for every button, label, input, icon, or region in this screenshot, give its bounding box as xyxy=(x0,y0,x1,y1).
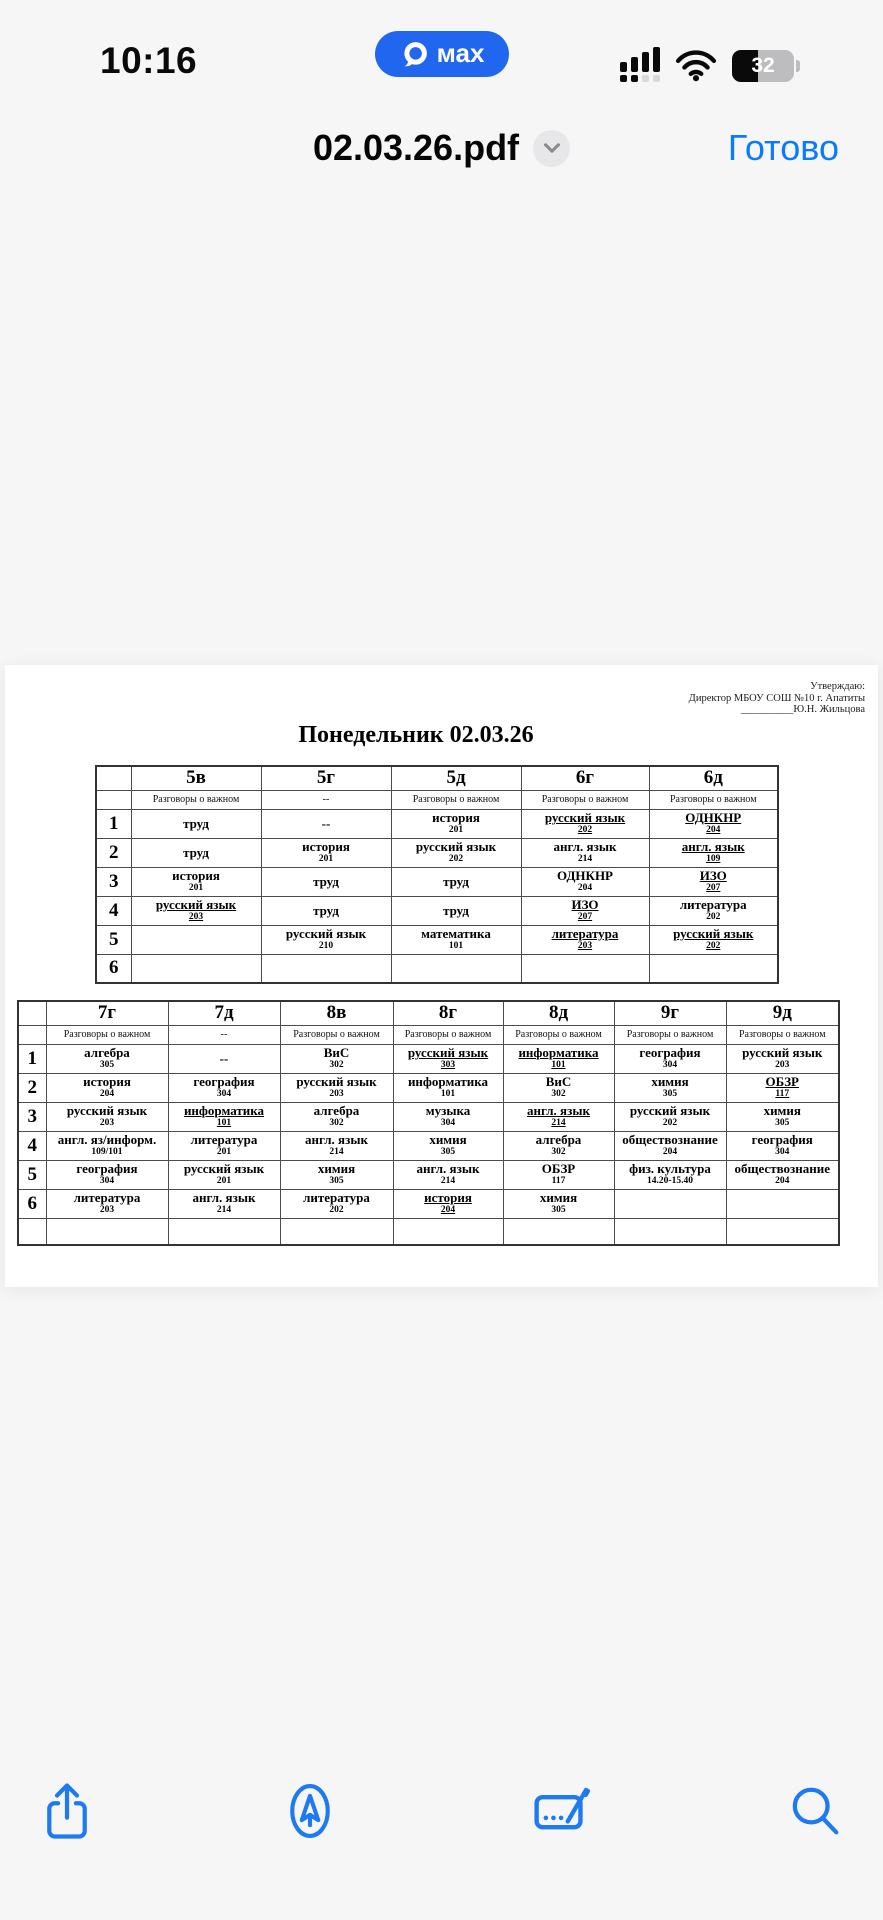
approval-line: __________Ю.Н. Жильцова xyxy=(740,704,865,715)
lesson-cell xyxy=(280,1102,393,1131)
lesson-number: 5 xyxy=(96,925,131,954)
subject-label: труд xyxy=(443,902,469,918)
subject-label: русский язык xyxy=(544,810,626,826)
lesson-cell xyxy=(521,896,649,925)
subject-label: история xyxy=(424,1190,472,1206)
lesson-cell xyxy=(503,1189,614,1218)
room-label: 302 xyxy=(329,1060,344,1071)
lesson-number: 3 xyxy=(96,867,131,896)
lesson-cell xyxy=(46,1073,168,1102)
subject-label: русский язык xyxy=(183,1161,265,1177)
lesson-cell xyxy=(168,1044,280,1073)
lesson-cell xyxy=(261,925,391,954)
subject-label: англ. язык xyxy=(192,1190,256,1206)
room-label: 203 xyxy=(99,1118,115,1129)
battery-icon xyxy=(732,50,794,82)
lesson-cell xyxy=(391,896,521,925)
room-label: 305 xyxy=(662,1089,678,1100)
subject-label: литература xyxy=(73,1190,141,1206)
lesson-cell xyxy=(503,1073,614,1102)
rov-cell: -- xyxy=(168,1025,280,1044)
lesson-cell xyxy=(168,1160,280,1189)
rov-row xyxy=(96,790,778,809)
class-header: 7г xyxy=(46,1001,168,1025)
schedule-table-grades-5-6 xyxy=(95,765,777,984)
corner-cell xyxy=(96,766,131,790)
bottom-toolbar xyxy=(0,1755,883,1920)
room-label: 204 xyxy=(99,1089,115,1100)
class-header: 7д xyxy=(168,1001,280,1025)
subject-label: ОДНКНР xyxy=(557,868,613,884)
room-label: 304 xyxy=(440,1118,456,1129)
share-icon xyxy=(40,1780,94,1842)
lesson-row xyxy=(96,954,778,983)
lesson-cell xyxy=(391,838,521,867)
subject-label: -- xyxy=(219,1050,229,1066)
room-label: 210 xyxy=(318,941,334,952)
subject-label: обществознание xyxy=(734,1161,830,1177)
class-header: 6д xyxy=(649,766,778,790)
subject-label: ВиС xyxy=(545,1074,572,1090)
approval-line: Директор МБОУ СОШ №10 г. Апатиты xyxy=(688,692,865,704)
subject-label: география xyxy=(76,1161,138,1177)
subject-label: русский язык xyxy=(415,839,497,855)
lesson-cell xyxy=(649,838,778,867)
room-label: 101 xyxy=(440,1089,456,1100)
rov-cell: Разговоры о важном xyxy=(649,790,778,809)
lesson-cell xyxy=(393,1073,503,1102)
lesson-cell xyxy=(131,838,261,867)
room-label: 202 xyxy=(706,912,721,923)
approval-block xyxy=(689,681,865,716)
rov-cell: Разговоры о важном xyxy=(503,1025,614,1044)
room-label: 214 xyxy=(551,1118,566,1129)
class-header: 6г xyxy=(521,766,649,790)
room-label: 202 xyxy=(448,854,464,865)
rov-cell: Разговоры о важном xyxy=(280,1025,393,1044)
subject-label: русский язык xyxy=(742,1045,823,1061)
subject-label: ВиС xyxy=(323,1045,350,1061)
class-header: 8д xyxy=(503,1001,614,1025)
room-label: 203 xyxy=(577,941,593,952)
empty-cell xyxy=(393,1218,503,1245)
lesson-number: 2 xyxy=(18,1073,46,1102)
empty-cell xyxy=(503,1218,614,1245)
lesson-cell xyxy=(649,896,778,925)
subject-label: история xyxy=(302,839,350,855)
subject-label: ОДНКНР xyxy=(685,810,742,826)
class-header: 9г xyxy=(614,1001,726,1025)
lesson-cell xyxy=(726,1189,839,1218)
empty-cell xyxy=(280,1218,393,1245)
rov-cell: Разговоры о важном xyxy=(391,790,521,809)
lesson-number: 6 xyxy=(96,954,131,983)
battery-percent: 32 xyxy=(751,54,775,77)
subject-label: математика xyxy=(421,926,491,942)
subject-label: труд xyxy=(313,902,339,918)
lesson-cell xyxy=(393,1044,503,1073)
subject-label: информатика xyxy=(183,1103,265,1119)
subject-label: англ. язык xyxy=(527,1103,590,1119)
lesson-cell xyxy=(280,1044,393,1073)
lesson-cell xyxy=(503,1131,614,1160)
lesson-row xyxy=(96,925,778,954)
lesson-cell xyxy=(521,867,649,896)
room-label: 101 xyxy=(216,1118,232,1129)
subject-label: информатика xyxy=(518,1045,599,1061)
lesson-cell xyxy=(391,925,521,954)
room-label: 202 xyxy=(662,1118,678,1129)
room-label: 303 xyxy=(440,1060,456,1071)
room-label: 302 xyxy=(551,1147,566,1158)
lesson-number: 1 xyxy=(18,1044,46,1073)
schedule-title: Понедельник 02.03.26 xyxy=(298,722,534,748)
room-label: 201 xyxy=(216,1176,232,1187)
subject-label: обществознание xyxy=(622,1132,718,1148)
room-label: 202 xyxy=(706,941,721,952)
room-label: 117 xyxy=(551,1176,566,1187)
subject-label: русский язык xyxy=(296,1074,377,1090)
subject-label: англ. язык xyxy=(305,1132,368,1148)
room-label: 109/101 xyxy=(91,1147,123,1158)
subject-label: алгебра xyxy=(313,1103,360,1119)
empty-cell xyxy=(46,1218,168,1245)
lesson-cell xyxy=(649,809,778,838)
lesson-row xyxy=(96,838,778,867)
lesson-number: 4 xyxy=(18,1131,46,1160)
lesson-cell xyxy=(280,1189,393,1218)
subject-label: история xyxy=(83,1074,131,1090)
subject-label: русский язык xyxy=(407,1045,489,1061)
subject-label: литература xyxy=(190,1132,258,1148)
lesson-cell xyxy=(131,809,261,838)
lesson-number: 2 xyxy=(96,838,131,867)
lesson-cell xyxy=(503,1102,614,1131)
lesson-cell xyxy=(393,1131,503,1160)
lesson-cell xyxy=(521,838,649,867)
room-label: 204 xyxy=(440,1205,456,1216)
room-label: 203 xyxy=(329,1089,344,1100)
corner-cell xyxy=(18,1001,46,1025)
subject-label: англ. язык xyxy=(416,1161,480,1177)
subject-label: химия xyxy=(539,1190,578,1206)
subject-label: литература xyxy=(551,926,619,942)
lesson-cell xyxy=(168,1131,280,1160)
rov-cell: Разговоры о важном xyxy=(521,790,649,809)
subject-label: русский язык xyxy=(285,926,367,942)
room-label: 203 xyxy=(775,1060,790,1071)
lesson-cell xyxy=(261,838,391,867)
lesson-cell xyxy=(261,954,391,983)
room-label: 305 xyxy=(775,1118,790,1129)
class-header: 8в xyxy=(280,1001,393,1025)
markup-button[interactable] xyxy=(278,1779,342,1843)
class-header-row xyxy=(96,766,778,790)
class-header-row xyxy=(18,1001,839,1025)
rov-cell: Разговоры о важном xyxy=(393,1025,503,1044)
approval-line: Утверждаю: xyxy=(810,681,865,692)
lesson-number: 1 xyxy=(96,809,131,838)
room-label: 201 xyxy=(448,825,464,836)
lesson-cell xyxy=(614,1102,726,1131)
room-label: 214 xyxy=(216,1205,232,1216)
subject-label: -- xyxy=(321,815,331,831)
subject-label: химия xyxy=(763,1103,801,1119)
pdf-file-title: 02.03.26.pdf xyxy=(312,127,520,168)
subject-label: англ. язык xyxy=(681,839,745,855)
lesson-cell xyxy=(614,1044,726,1073)
empty-cell xyxy=(18,1218,46,1245)
subject-label: ОБЗР xyxy=(541,1161,576,1177)
lesson-row xyxy=(96,896,778,925)
room-label: 201 xyxy=(318,854,334,865)
lesson-cell xyxy=(503,1160,614,1189)
room-label: 101 xyxy=(551,1060,566,1071)
lesson-row xyxy=(18,1102,839,1131)
room-label: 101 xyxy=(448,941,464,952)
subject-label: труд xyxy=(443,873,469,889)
lesson-cell xyxy=(46,1160,168,1189)
room-label: 202 xyxy=(577,825,593,836)
rov-cell: Разговоры о важном xyxy=(726,1025,839,1044)
rov-row xyxy=(18,1025,839,1044)
room-label: 203 xyxy=(99,1205,115,1216)
room-label: 214 xyxy=(577,854,593,865)
lesson-cell xyxy=(46,1102,168,1131)
subject-label: музыка xyxy=(425,1103,471,1119)
max-pill-label: мах xyxy=(436,38,485,68)
room-label: 304 xyxy=(662,1060,678,1071)
subject-label: химия xyxy=(651,1074,689,1090)
room-label: 204 xyxy=(662,1147,678,1158)
empty-cell xyxy=(168,1218,280,1245)
lesson-cell xyxy=(391,954,521,983)
lesson-cell xyxy=(614,1131,726,1160)
lesson-cell xyxy=(521,954,649,983)
rov-cell: Разговоры о важном xyxy=(46,1025,168,1044)
rov-cell xyxy=(96,790,131,809)
search-icon xyxy=(788,1783,842,1839)
room-label: 302 xyxy=(329,1118,344,1129)
subject-label: ИЗО xyxy=(699,868,727,884)
room-label: 14.20-15.40 xyxy=(647,1176,693,1187)
subject-label: химия xyxy=(317,1161,356,1177)
lesson-cell xyxy=(46,1189,168,1218)
title-menu-button[interactable] xyxy=(533,130,570,167)
subject-label: ИЗО xyxy=(571,897,599,913)
lesson-cell xyxy=(393,1189,503,1218)
subject-label: алгебра xyxy=(535,1132,582,1148)
nav-bar xyxy=(0,118,883,178)
room-label: 305 xyxy=(329,1176,344,1187)
lesson-cell xyxy=(503,1044,614,1073)
cellular-signal-icon xyxy=(620,47,660,82)
share-button[interactable] xyxy=(35,1779,99,1843)
class-header: 5д xyxy=(391,766,521,790)
lesson-cell xyxy=(46,1131,168,1160)
subject-label: алгебра xyxy=(84,1045,130,1061)
lesson-number: 5 xyxy=(18,1160,46,1189)
subject-label: русский язык xyxy=(155,897,237,913)
subject-label: химия xyxy=(429,1132,467,1148)
room-label: 304 xyxy=(216,1089,232,1100)
lesson-cell xyxy=(649,867,778,896)
lesson-number: 3 xyxy=(18,1102,46,1131)
lesson-cell xyxy=(168,1102,280,1131)
lesson-cell xyxy=(393,1102,503,1131)
subject-label: география xyxy=(751,1132,813,1148)
clock-label: 10:16 xyxy=(100,40,198,81)
max-logo-icon xyxy=(400,39,430,69)
lesson-row xyxy=(18,1044,839,1073)
room-label: 204 xyxy=(706,825,721,836)
subject-label: информатика xyxy=(407,1074,489,1090)
room-label: 109 xyxy=(706,854,721,865)
room-label: 203 xyxy=(188,912,204,923)
fill-sign-icon xyxy=(532,1782,592,1840)
lesson-cell xyxy=(391,867,521,896)
room-label: 117 xyxy=(775,1089,790,1100)
lesson-cell xyxy=(46,1044,168,1073)
subject-label: англ. язык xyxy=(553,839,617,855)
wifi-icon xyxy=(674,48,718,82)
empty-cell xyxy=(726,1218,839,1245)
subject-label: география xyxy=(193,1074,255,1090)
lesson-cell xyxy=(168,1073,280,1102)
class-header: 5в xyxy=(131,766,261,790)
subject-label: история xyxy=(432,810,480,826)
rov-cell: Разговоры о важном xyxy=(614,1025,726,1044)
lesson-row xyxy=(18,1189,839,1218)
markup-pen-icon xyxy=(284,1780,336,1842)
class-header: 9д xyxy=(726,1001,839,1025)
room-label: 202 xyxy=(329,1205,344,1216)
lesson-row xyxy=(18,1131,839,1160)
lesson-cell xyxy=(131,954,261,983)
lesson-cell xyxy=(168,1189,280,1218)
room-label: 201 xyxy=(216,1147,232,1158)
lesson-cell xyxy=(131,925,261,954)
lesson-cell xyxy=(726,1160,839,1189)
room-label: 204 xyxy=(577,883,593,894)
rov-cell: Разговоры о важном xyxy=(131,790,261,809)
room-label: 304 xyxy=(99,1176,115,1187)
room-label: 304 xyxy=(775,1147,790,1158)
class-header: 5г xyxy=(261,766,391,790)
room-label: 305 xyxy=(551,1205,566,1216)
fill-sign-button[interactable] xyxy=(530,1779,594,1843)
lesson-cell xyxy=(131,867,261,896)
subject-label: труд xyxy=(183,844,209,860)
lesson-cell xyxy=(131,896,261,925)
lesson-cell xyxy=(280,1131,393,1160)
lesson-cell xyxy=(261,867,391,896)
lesson-cell xyxy=(726,1044,839,1073)
lesson-cell xyxy=(726,1131,839,1160)
lesson-number: 4 xyxy=(96,896,131,925)
room-label: 305 xyxy=(440,1147,456,1158)
max-app-pill[interactable] xyxy=(375,31,509,77)
subject-label: русский язык xyxy=(66,1103,148,1119)
status-bar xyxy=(0,0,883,100)
lesson-row xyxy=(18,1073,839,1102)
chevron-down-icon xyxy=(541,137,563,159)
rov-cell xyxy=(18,1025,46,1044)
empty-row xyxy=(18,1218,839,1245)
search-button[interactable] xyxy=(783,1779,847,1843)
subject-label: ОБЗР xyxy=(765,1074,799,1090)
room-label: 201 xyxy=(188,883,204,894)
lesson-cell xyxy=(726,1073,839,1102)
done-button[interactable]: Готово xyxy=(728,118,839,178)
room-label: 305 xyxy=(99,1060,115,1071)
lesson-cell xyxy=(261,896,391,925)
lesson-cell xyxy=(521,809,649,838)
room-label: 302 xyxy=(551,1089,566,1100)
subject-label: труд xyxy=(183,815,209,831)
lesson-cell xyxy=(614,1073,726,1102)
lesson-cell xyxy=(261,809,391,838)
class-header: 8г xyxy=(393,1001,503,1025)
room-label: 204 xyxy=(775,1176,790,1187)
lesson-cell xyxy=(280,1073,393,1102)
room-label: 214 xyxy=(329,1147,344,1158)
room-label: 207 xyxy=(706,883,721,894)
subject-label: физ. культура xyxy=(629,1161,711,1177)
lesson-cell xyxy=(614,1189,726,1218)
subject-label: русский язык xyxy=(629,1103,711,1119)
pdf-page[interactable] xyxy=(5,665,878,1287)
subject-label: труд xyxy=(313,873,339,889)
lesson-row xyxy=(18,1160,839,1189)
subject-label: англ. яз/информ. xyxy=(57,1132,157,1148)
lesson-number: 6 xyxy=(18,1189,46,1218)
lesson-cell xyxy=(280,1160,393,1189)
empty-cell xyxy=(614,1218,726,1245)
lesson-cell xyxy=(726,1102,839,1131)
rov-cell: -- xyxy=(261,790,391,809)
lesson-cell xyxy=(614,1160,726,1189)
subject-label: литература xyxy=(303,1190,370,1206)
lesson-cell xyxy=(393,1160,503,1189)
subject-label: русский язык xyxy=(673,926,754,942)
lesson-cell xyxy=(649,925,778,954)
subject-label: литература xyxy=(679,897,747,913)
lesson-row xyxy=(96,809,778,838)
lesson-cell xyxy=(391,809,521,838)
room-label: 207 xyxy=(577,912,593,923)
lesson-cell xyxy=(521,925,649,954)
subject-label: география xyxy=(639,1045,701,1061)
schedule-table-grades-7-9 xyxy=(17,1000,838,1246)
subject-label: история xyxy=(172,868,220,884)
room-label: 214 xyxy=(440,1176,456,1187)
lesson-cell xyxy=(649,954,778,983)
lesson-row xyxy=(96,867,778,896)
